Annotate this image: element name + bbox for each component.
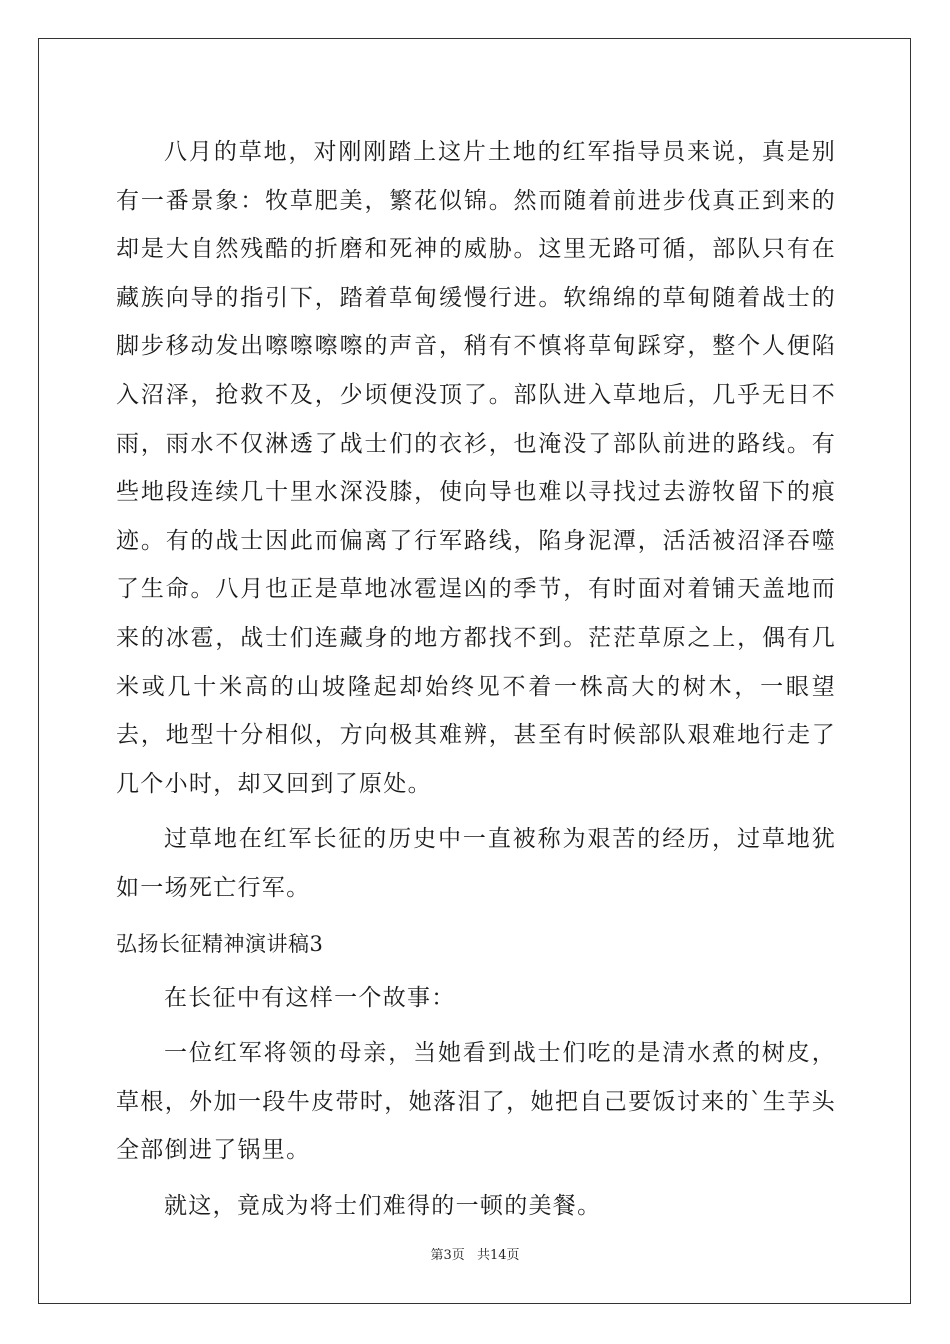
paragraph-grassland: 八月的草地，对刚刚踏上这片土地的红军指导员来说，真是别有一番景象：牧草肥美，繁花似锦。然而随着前进步伐真正到来的却是大自然残酷的折磨和死神的威胁。这里无路可循，部队只有在藏族向导的指引下，踏着草甸缓慢行进。软绵绵的草甸随着战士的脚步移动发出嚓嚓嚓嚓的声音，稍有不慎将草甸踩穿，整个人便陷入沼泽，抢救不及，少顷便没顶了。部队进入草地后，几乎无日不雨，雨水不仅淋透了战士们的衣衫，也淹没了部队前进的路线。有些地段连续几十里水深没膝，使向导也难以寻找过去游牧留下的痕迹。有的战士因此而偏离了行军路线，陷身泥潭，活活被沼泽吞噬了生命。八月也正是草地冰雹逞凶的季节，有时面对着铺天盖地而来的冰雹，战士们连藏身的地方都找不到。茫茫草原之上，偶有几米或几十米高的山坡隆起却始终见不着一株高大的树木，一眼望去，地型十分相似，方向极其难辨，甚至有时候部队艰难地行走了几个小时，却又回到了原处。	[116, 139, 836, 797]
document-body	[116, 128, 836, 1237]
section-heading: 弘扬长征精神演讲稿3	[116, 931, 324, 956]
paragraph-summary: 过草地在红军长征的历史中一直被称为艰苦的经历，过草地犹如一场死亡行军。	[116, 826, 836, 901]
paragraph-story-end: 就这，竟成为将士们难得的一顿的美餐。	[164, 1192, 602, 1219]
page-number: 第3页	[430, 1248, 465, 1263]
page-footer	[0, 1244, 950, 1263]
paragraph-story-mother: 一位红军将领的母亲，当她看到战士们吃的是清水煮的树皮，草根，外加一段牛皮带时，她落泪了，她把自己要饭讨来的`生芋头全部倒进了锅里。	[116, 1040, 836, 1164]
paragraph-story-intro: 在长征中有这样一个故事：	[164, 984, 456, 1011]
total-pages: 共14页	[476, 1248, 520, 1263]
